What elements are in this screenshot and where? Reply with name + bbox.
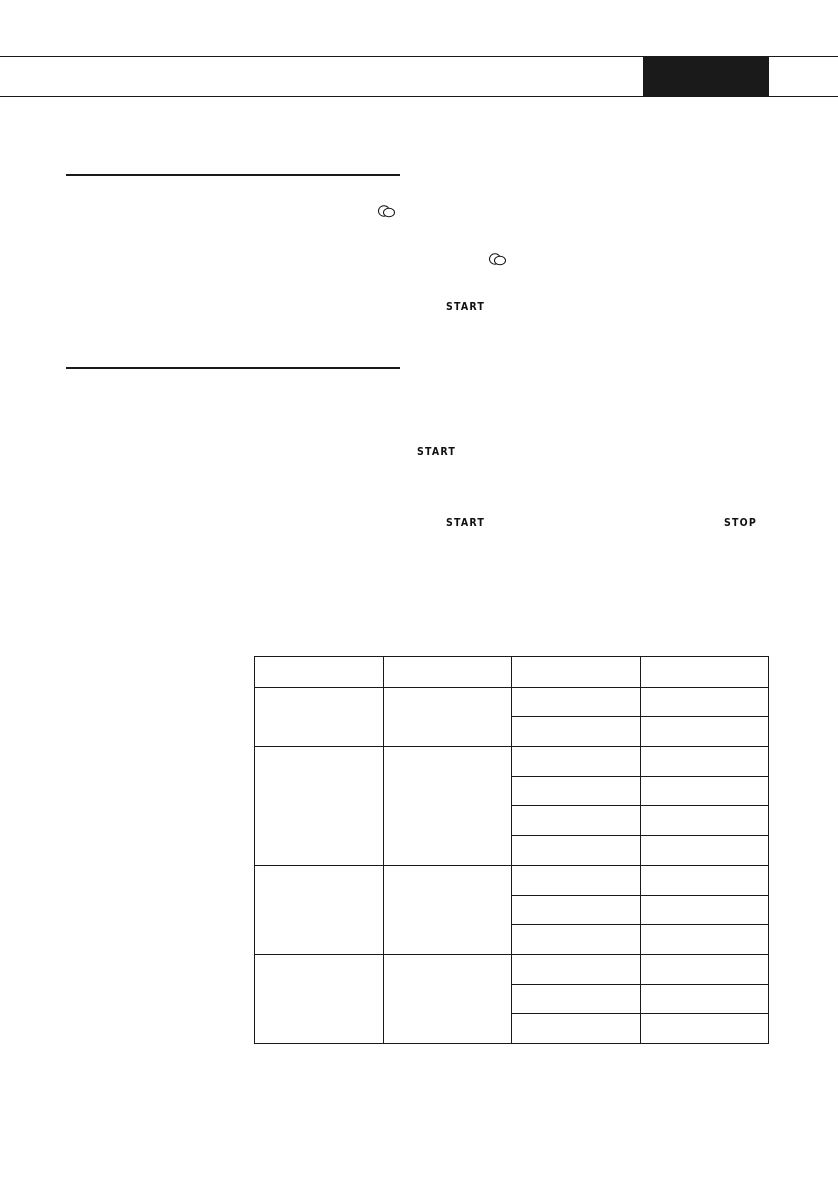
table-cell (640, 717, 769, 747)
dial-icon (488, 252, 508, 266)
group-cell (255, 865, 384, 954)
table-cell (512, 806, 641, 836)
header-cell (255, 657, 384, 688)
table-cell (512, 984, 641, 1014)
table-cell (640, 836, 769, 866)
table-cell (640, 747, 769, 777)
table-cell (640, 865, 769, 895)
settings-table (254, 656, 769, 1044)
header-section-tab (643, 56, 769, 97)
group-cell (255, 747, 384, 866)
table-row (255, 865, 769, 895)
table-cell (512, 954, 641, 984)
header-cell (512, 657, 641, 688)
table-cell (640, 687, 769, 717)
table-cell (640, 776, 769, 806)
group-cell (383, 687, 512, 746)
dial-icon (377, 204, 397, 218)
table-row (255, 747, 769, 777)
table-cell (512, 865, 641, 895)
table-cell (640, 1014, 769, 1044)
group-cell (383, 865, 512, 954)
header-cell (640, 657, 769, 688)
table-row (255, 954, 769, 984)
start-button-label: START (446, 517, 485, 529)
table-cell (512, 717, 641, 747)
section-rule-2 (66, 367, 400, 369)
start-button-label: START (446, 301, 485, 313)
table-cell (640, 954, 769, 984)
table-cell (512, 895, 641, 925)
table-cell (512, 747, 641, 777)
table-cell (640, 925, 769, 955)
table-cell (512, 776, 641, 806)
table-cell (640, 984, 769, 1014)
stop-button-label: STOP (724, 517, 757, 529)
table-header-row (255, 657, 769, 688)
section-rule-1 (66, 174, 400, 176)
group-cell (255, 954, 384, 1043)
table-cell (640, 895, 769, 925)
group-cell (383, 747, 512, 866)
group-cell (255, 687, 384, 746)
table-cell (640, 806, 769, 836)
table-cell (512, 925, 641, 955)
table-row (255, 687, 769, 717)
table-cell (512, 687, 641, 717)
header-cell (383, 657, 512, 688)
table-cell (512, 836, 641, 866)
start-button-label: START (417, 446, 456, 458)
group-cell (383, 954, 512, 1043)
table-cell (512, 1014, 641, 1044)
